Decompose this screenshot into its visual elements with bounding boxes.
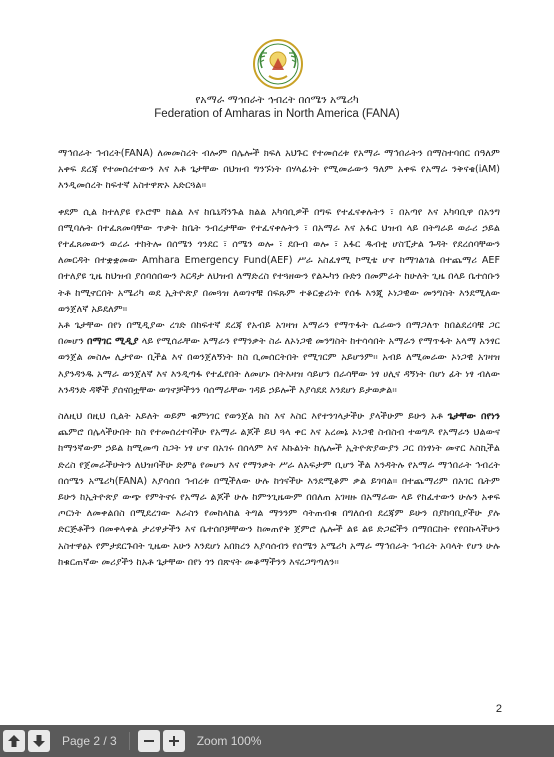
arrow-down-icon — [32, 734, 46, 748]
page-indicator: Page 2 / 3 — [62, 734, 117, 748]
paragraph-2: ቀደም ሲል ከተለያዩ የኦሮሞ ክልል እና ከቤኒሻንጉል ክልል አካባቢዎች በግፍ የተፈናቀሉትን ፣ በአጣየ እና አካባቢዋ በአንግ በሚባሉት በተፈጸመባቸው ጥቃት ከቤት ንብረታቸው የተፈናቀሉትን ፣ በአማራ እና አፋር ህዝብ ላይ በትግራይ ወራሪ ኃይል የተፈጸመውን ወረራ ተከትሎ በሰሜን ጎንደር ፣ ሰሜን ወሎ ፣ ደቡብ ወሎ ፣ አፋር ዱብቲ ሆስፒታል ጉዳት የደረሰባቸውን ለመርዳት በተቋቋመው Amhara Emergency Fund(AEF) ሥራ አስፈፃሚ ኮሚቴ ሆኖ ከማገልገል በተጨማሪ AEF በተለያዩ ጊዜ ከህዝብ ያሰባሰበውን እርዳታ ለህዝብ ለማድረስ የተጓዘውን የልኡካን ቡድን በመምራት ከሁለት ጊዜ በላይ ቤተሰቡን ትቶ ከሚኖርበት አሜሪካ ወደ ኢትዮጵያ በመጓዝ ለወገኖቹ በፍጹም ተቆርቋሪነት የሰፋ እንጂ ኦነጋዊው መንግስት እንደሚለው ወንጀለኛ አይደለም። — [58, 206, 500, 315]
arrow-up-icon — [7, 734, 21, 748]
paragraph-4-text-c: ጨምሮ በሌላችሁበት ክስ የተመሰረተባችሁ የአማራ ልጆች ይህ ጓላ ቀር እና አረመኔ ኦነጋዊ ስብስብ ተወግዶ የአማራን ህልውና ከማንኛውም ኃይል ከሚመጣ ስጋት ነፃ ሆኖ በአገሩ በሰላም እና እኩልነት ከሌሎች ኢትዮጵያውያን ጋር በነፃነት መኖር እስኪችል ድረስ የጀመራችሁትን ለህዝባችሁ ድምፅ የመሆን እና የማንቃት ሥራ ለአፍታም ቢሆን ችል እንዳትሉ የአማራ ማኅበራት ኅብረት በሰሜን አሜሪካ(FANA) እያሳሰበ ኅብረቱ በሚችለው ሁሉ ከጎናችሁ እንደሚቆም ቃል ይገባል። በተጨማሪም በአገር ቤትም ይሁን ከኢትዮጵያ ውጭ የምትኖሩ የአማራ ልጆች ሁሉ ከምንጊዜውም በበለጠ አገዛዙ በአማራው ላይ የከፈተውን ሁሉን አቀፍ ጦርነት ለመቀልበስ በሚደረገው እራስን የመከላከል ትግል ማንንም ሳትጠብቁ በግለሰብ ደረጃም ይሁን በያከባቢያችሁ ያሉ ድርጅቶችን በመቀላቀል ታሪዋታችን እና ቤተሰቦቻቸውን ከመጠየቅ ጀምሮ ሌሎች ልዩ ልዩ ድጋፎችን በማበርከት የየበኩላችሁን አስተዋፅኦ የምታደርጉበት ጊዜው አሁን እንደሆነ አበክረን እያሳሰብን የሰሜን አሜሪካ አማራ ማኅበራት ኅብረት አባላት የሆን ሁሉ ከቁርጠኛው መሪያችን ከአቶ ጌታቸው በየነ ጎን በጽናት መቆማችንን እናረጋግጣለን። — [58, 427, 500, 568]
toolbar-divider — [129, 732, 130, 750]
paragraph-4 — [58, 409, 500, 571]
getachew-beyene-name: ጌታቸው በየነን — [447, 411, 500, 423]
next-page-button[interactable] — [28, 730, 50, 752]
organization-name-amharic: የአማራ ማኅበራት ኅብረት በሰሜን አሜሪካ — [195, 94, 359, 106]
zoom-level-indicator: Zoom 100% — [196, 734, 262, 748]
paragraph-1: ማኅበራት ኅብረት(FANA) ለመመስረት ብሎም በሌሎች ክፍለ አህጉር የተመሰረቱ የአማራ ማኅበራትን በማስተባበር በዓለም አቀፍ ደረጃ የተመሰረተውን እና እቶ ጌታቸው በህዝብ ግንኙነት በሃላፊነት የሚመራውን ዓለም አቀፍ የአማራ ንቅናቄ(iAM) እንዲመሰረት ከፍተኛ አስተዋጽኦ አድርጓል። — [58, 148, 500, 192]
letter-body — [58, 146, 500, 581]
organization-name-english: Federation of Amharas in North America (FANA) — [154, 108, 400, 120]
minus-icon — [143, 735, 155, 747]
paragraph-3 — [58, 318, 500, 399]
paragraph-4-text-a: ስለዚህ በዚህ ቢልት አይለት ወይም ቁምነገር የወንጀል ክስ እና እስር እየተንገላታችሁ ያላችሁም ይሁን አቶ — [58, 411, 448, 423]
zoom-in-button[interactable] — [163, 730, 185, 752]
paragraph-3-text-a: አቶ ጌታቸው በየነ በሚዲያው ረገድ በከፍተኛ ደረጃ የአብይ አገዛዝ አማራን የማጥፋት ሴራውን በማጋለጥ ከበልደረባቹ ጋር በመሆን — [58, 320, 500, 348]
plus-icon — [168, 735, 180, 747]
paragraph-3-text-c: ላይ የሚሰራቸው አማራን የማንቃት ስራ ለኦነጋዊ መንግስት ከተሳሳበት አማራን የማጥፋት አላማ አንፃር ወንጀል መስሎ ሊታየው ቢችል እና በወንጀለኝነት ክስ ቢመሰርትበት የሚገርም አይሆንም። አብይ ለሚመራው ኦነጋዊ አገዛዝ እያንዳንዱ አማራ ወንጀለኛ እና እንዲጣፋ የተፈየበት ለመሆኑ በትእዛዝ ሳይሆን በራሳቸው ነፃ ሀሊና ዳኝነት በሆነ ፊት ነፃ ብለው እንዳንድ ዳኞች ያሰናበቷቸው ወገኖቻችንን ባሰማራቸው ገዳይ ኃይሎች እያሳደደ እንደሆነ ይታወቃል። — [58, 336, 500, 396]
fana-logo-emblem — [252, 38, 304, 90]
previous-page-button[interactable] — [3, 730, 25, 752]
zoom-out-button[interactable] — [138, 730, 160, 752]
magger-media-name: በማገር ሚዲያ — [87, 336, 139, 348]
pdf-viewer-toolbar — [0, 725, 554, 757]
page-number: 2 — [495, 703, 502, 715]
